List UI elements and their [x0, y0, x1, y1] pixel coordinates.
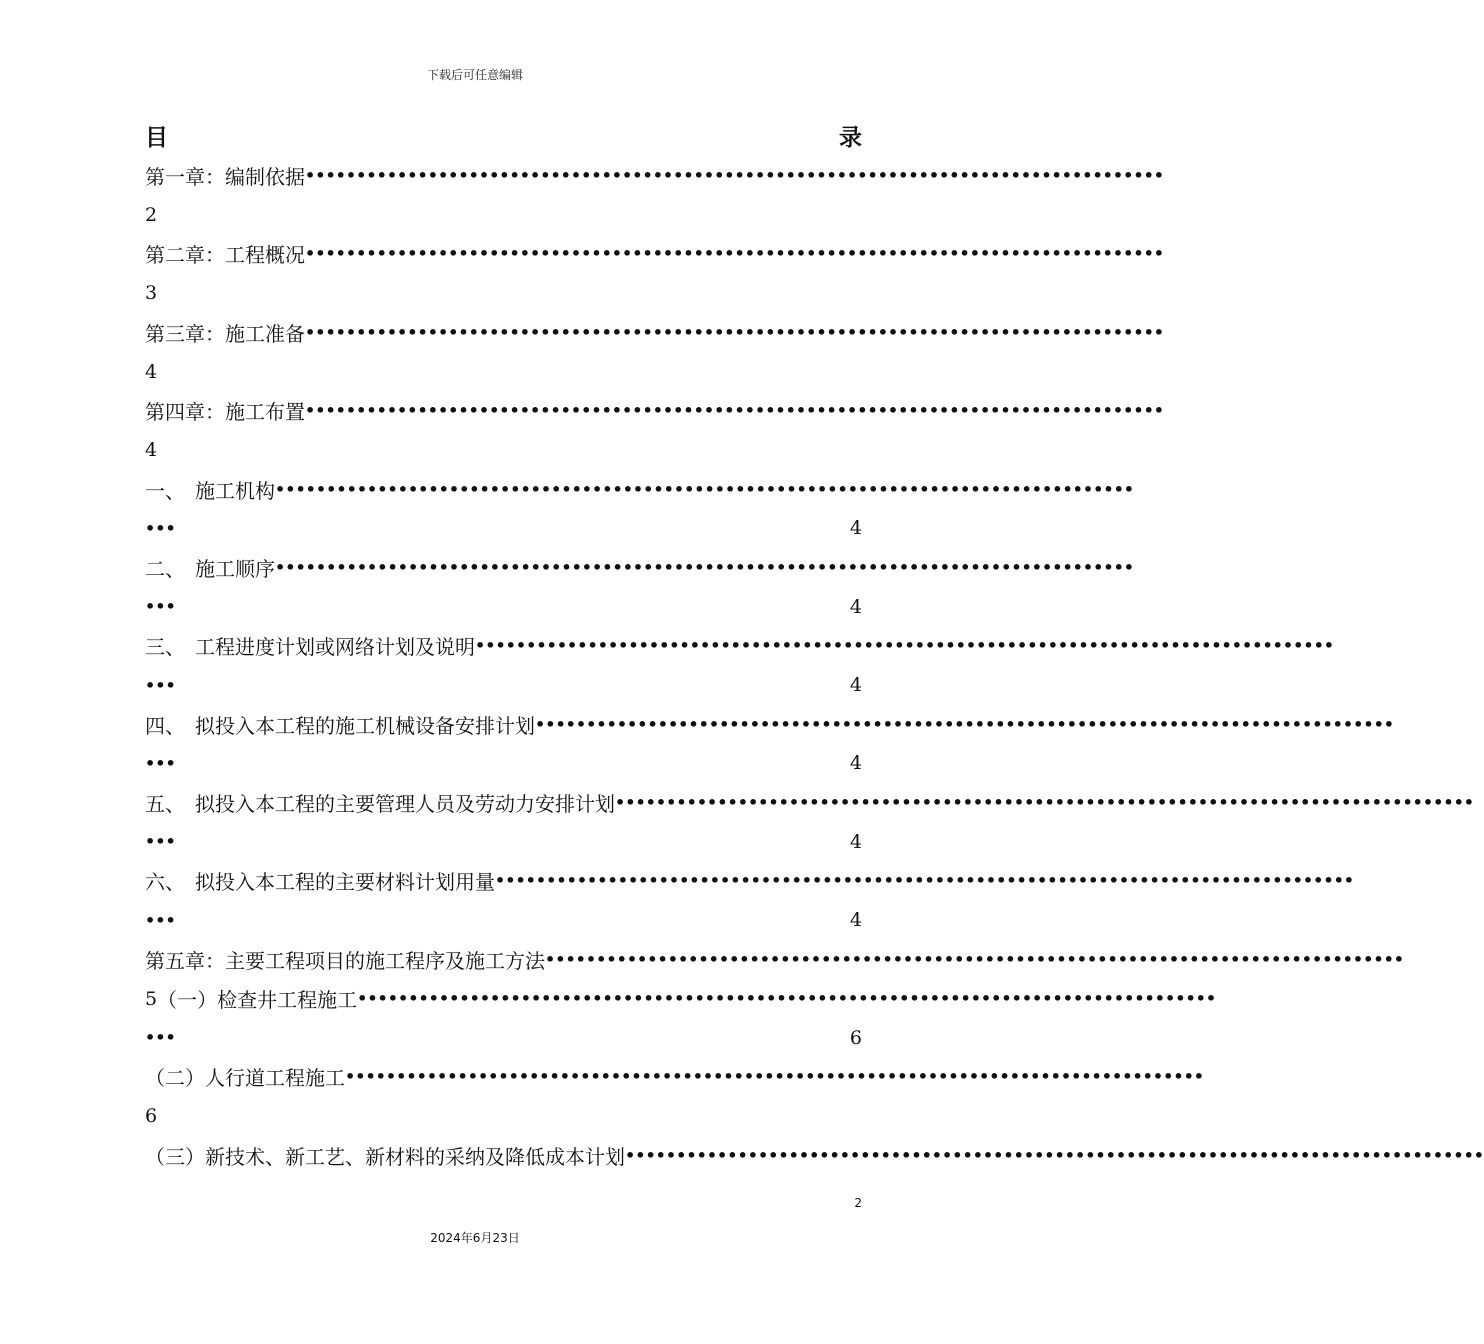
toc-entry-page: 4: [849, 674, 862, 697]
toc-entry-label: 第五章：主要工程项目的施工程序及施工方法: [145, 948, 545, 973]
toc-entry-label: （一）检查井工程施工: [157, 988, 358, 1013]
toc-entry-label: 四、 拟投入本工程的施工机械设备安排计划: [145, 713, 535, 738]
toc-entry[interactable]: [145, 470, 1135, 509]
leader-dots: ••••••••••••••••••••••••••••••••••••••••••••••••••••••••••••••••••••••••••••••••••••: [305, 166, 1165, 186]
toc-entry-label: 三、 工程进度计划或网络计划及说明: [145, 635, 475, 660]
toc-entry[interactable]: [145, 391, 1165, 430]
leader-dots: ••••••••••••••••••••••••••••••••••••••••••••••••••••••••••••••••••••••••••••••••••••: [305, 401, 1165, 421]
toc-entry[interactable]: [145, 156, 1165, 195]
toc-entry-label: 第二章：工程概况: [145, 243, 305, 268]
page-number: 2: [854, 1196, 862, 1210]
leader-dots: ••••••••••••••••••••••••••••••••••••••••••••••••••••••••••••••••••••••••••••••••••••: [275, 557, 1135, 577]
toc-entry[interactable]: [145, 1057, 1205, 1096]
toc-title-left: 目: [145, 124, 168, 151]
leader-dots: ••••••••••••••••••••••••••••••••••••••••••••••••••••••••••••••••••••••••••••••••••••: [275, 479, 1135, 499]
toc-entry-label: 第四章：施工布置: [145, 400, 305, 425]
leader-dots: •••: [145, 832, 176, 852]
leader-dots: •••: [145, 675, 176, 695]
toc-entry-label: 五、 拟投入本工程的主要管理人员及劳动力安排计划: [145, 792, 615, 817]
toc-entry-label: 二、 施工顺序: [145, 556, 275, 581]
leader-dots: •••: [145, 1028, 176, 1048]
toc-entry[interactable]: [145, 626, 1335, 665]
leader-dots: •••: [145, 597, 176, 617]
toc-entry-label: 第一章：编制依据: [145, 165, 305, 190]
leader-dots: ••••••••••••••••••••••••••••••••••••••••••••••••••••••••••••••••••••••••••••••••••••: [357, 989, 1217, 1009]
leader-dots: •••: [145, 518, 176, 538]
toc-entry-page: 6: [849, 1026, 862, 1049]
toc-entry[interactable]: [145, 705, 1395, 744]
toc-entry-page: 5: [145, 987, 158, 1010]
leader-dots: ••••••••••••••••••••••••••••••••••••••••••••••••••••••••••••••••••••••••••••••••••••: [305, 322, 1165, 342]
toc-entry[interactable]: [145, 979, 1217, 1018]
toc-entry-label: 一、 施工机构: [145, 478, 275, 503]
leader-dots: ••••••••••••••••••••••••••••••••••••••••••••••••••••••••••••••••••••••••••••••••••••: [625, 1145, 1484, 1165]
toc-entry-label: （三）新技术、新工艺、新材料的采纳及降低成本计划: [145, 1144, 625, 1169]
leader-dots: ••••••••••••••••••••••••••••••••••••••••••••••••••••••••••••••••••••••••••••••••••••: [345, 1067, 1205, 1087]
toc-entry-label: （二）人行道工程施工: [145, 1066, 345, 1091]
leader-dots: ••••••••••••••••••••••••••••••••••••••••••••••••••••••••••••••••••••••••••••••••••••: [615, 793, 1475, 813]
toc-entry[interactable]: [145, 234, 1165, 273]
toc-entry[interactable]: [145, 1136, 1484, 1175]
toc-entry[interactable]: [145, 940, 1405, 979]
leader-dots: •••: [145, 910, 176, 930]
toc-entry-label: 六、 拟投入本工程的主要材料计划用量: [145, 870, 495, 895]
toc-entry-page: 3: [145, 282, 158, 305]
leader-dots: ••••••••••••••••••••••••••••••••••••••••••••••••••••••••••••••••••••••••••••••••••••: [495, 871, 1355, 891]
toc-entry[interactable]: [145, 548, 1135, 587]
page-footer-date: 2024年6月23日: [430, 1231, 520, 1245]
toc-title: [145, 118, 862, 152]
toc-entry[interactable]: [145, 861, 1355, 900]
toc-entry[interactable]: [145, 313, 1165, 352]
toc-entry-page: 4: [849, 517, 862, 540]
toc-entry-page: 2: [145, 203, 158, 226]
toc-entry-page: 4: [849, 595, 862, 618]
toc-entry-page: 4: [145, 438, 158, 461]
toc-entry-page: 4: [849, 752, 862, 775]
toc-entry-page: 4: [145, 360, 158, 383]
toc-entry-page: 4: [849, 830, 862, 853]
toc-entry-page: 4: [849, 909, 862, 932]
leader-dots: ••••••••••••••••••••••••••••••••••••••••••••••••••••••••••••••••••••••••••••••••••••: [305, 244, 1165, 264]
toc-entry[interactable]: [145, 783, 1475, 822]
leader-dots: ••••••••••••••••••••••••••••••••••••••••••••••••••••••••••••••••••••••••••••••••••••: [475, 636, 1335, 656]
leader-dots: ••••••••••••••••••••••••••••••••••••••••••••••••••••••••••••••••••••••••••••••••••••: [545, 949, 1405, 969]
toc-title-right: 录: [839, 124, 862, 151]
table-of-contents: [145, 156, 1484, 1175]
toc-entry-label: 第三章：施工准备: [145, 321, 305, 346]
toc-entry-page: 6: [145, 1105, 158, 1128]
page-header: 下载后可任意编辑: [426, 68, 523, 82]
leader-dots: ••••••••••••••••••••••••••••••••••••••••••••••••••••••••••••••••••••••••••••••••••••: [535, 714, 1395, 734]
leader-dots: •••: [145, 753, 176, 773]
